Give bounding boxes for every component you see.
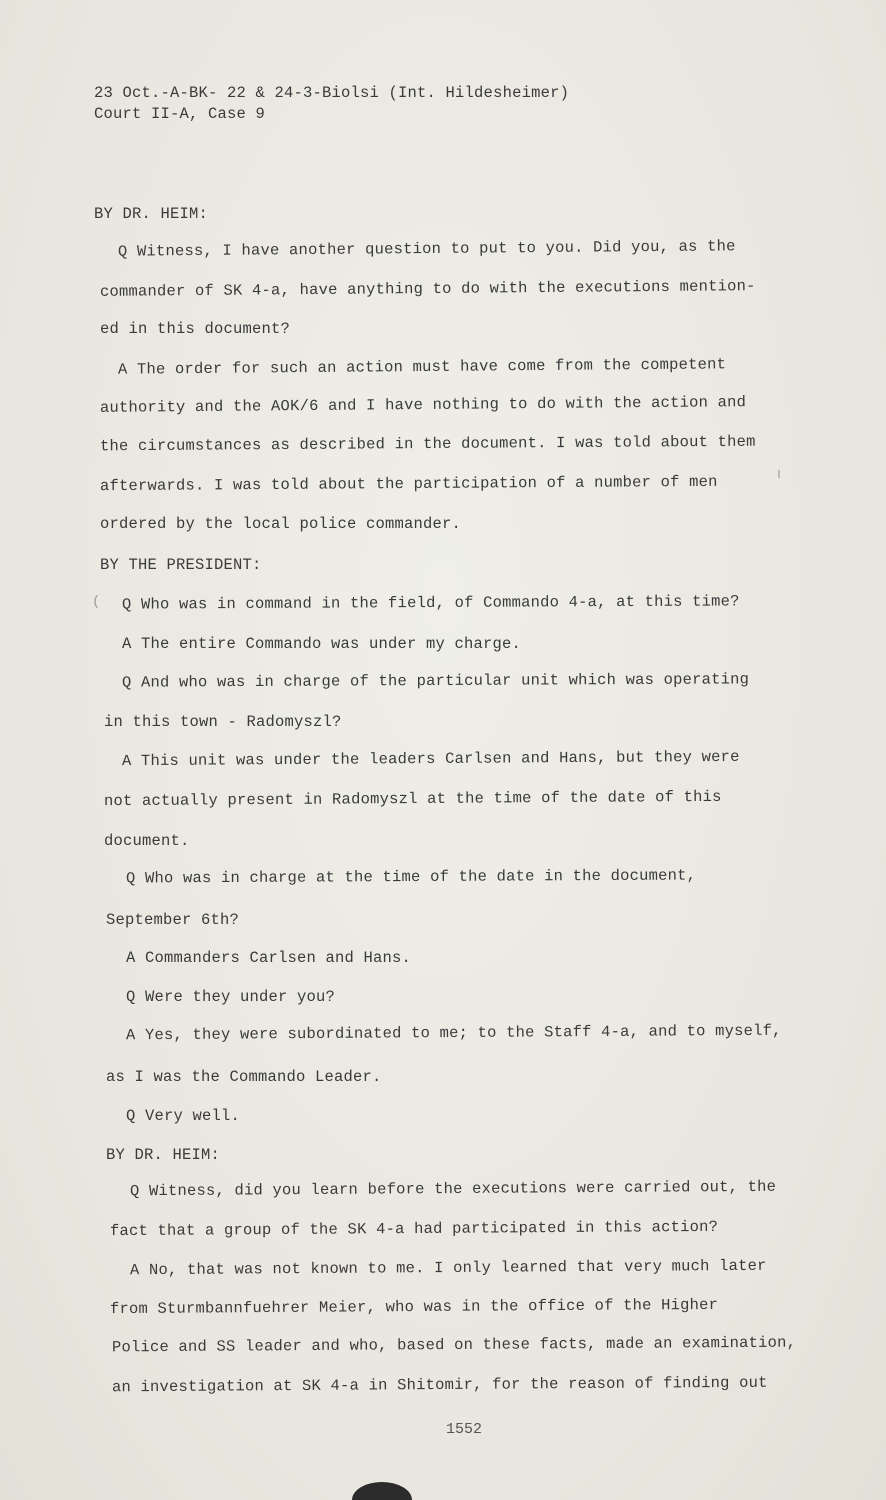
- answer-line: authority and the AOK/6 and I have nothing to do with the action and: [99, 393, 747, 417]
- speaker-heading: BY THE PRESIDENT:: [100, 556, 262, 574]
- question-line: Q Very well.: [126, 1107, 241, 1125]
- answer-line: A No, that was not known to me. I only learned that very much later: [129, 1256, 767, 1280]
- answer-line: as I was the Commando Leader.: [106, 1068, 382, 1086]
- question-line: Q Were they under you?: [126, 988, 336, 1006]
- answer-line: from Sturmbannfuehrer Meier, who was in the office of the Higher: [109, 1295, 719, 1319]
- header-line-1: 23 Oct.-A-BK- 22 & 24-3-Biolsi (Int. Hildesheimer): [94, 84, 570, 102]
- answer-line: A Yes, they were subordinated to me; to the Staff 4-a, and to myself,: [125, 1021, 782, 1045]
- speaker-heading: BY DR. HEIM:: [94, 205, 209, 223]
- question-line: Q And who was in charge of the particular unit which was operating: [121, 670, 750, 692]
- question-line: fact that a group of the SK 4-a had participated in this action?: [109, 1217, 719, 1241]
- question-line: ed in this document?: [100, 320, 291, 338]
- question-line: commander of SK 4-a, have anything to do with the executions mention-: [99, 277, 756, 301]
- answer-line: A This unit was under the leaders Carlsen and Hans, but they were: [121, 747, 740, 771]
- answer-line: an investigation at SK 4-a in Shitomir, for the reason of finding out: [111, 1373, 768, 1397]
- stray-mark: [778, 470, 780, 478]
- question-line: in this town - Radomyszl?: [104, 713, 342, 731]
- question-line: Q Witness, did you learn before the executions were carried out, the: [129, 1177, 777, 1201]
- page-number: 1552: [446, 1421, 483, 1438]
- answer-line: A Commanders Carlsen and Hans.: [126, 949, 412, 967]
- answer-line: A The entire Commando was under my charge.: [122, 635, 522, 653]
- speaker-heading: BY DR. HEIM:: [106, 1146, 221, 1164]
- scan-shadow: [352, 1482, 412, 1500]
- question-line: Q Witness, I have another question to put to you. Did you, as the: [117, 237, 736, 261]
- answer-line: Police and SS leader and who, based on these facts, made an examination,: [111, 1333, 797, 1357]
- answer-line: the circumstances as described in the document. I was told about them: [99, 432, 756, 456]
- header-line-2: Court II-A, Case 9: [94, 105, 266, 123]
- answer-line: ordered by the local police commander.: [100, 515, 462, 533]
- answer-line: afterwards. I was told about the participation of a number of men: [99, 472, 718, 496]
- answer-line: A The order for such an action must have come from the competent: [117, 355, 727, 379]
- question-line: Q Who was in charge at the time of the date in the document,: [125, 866, 697, 888]
- margin-mark: (: [92, 594, 101, 610]
- question-line: Q Who was in command in the field, of Commando 4-a, at this time?: [121, 592, 740, 614]
- question-line: September 6th?: [106, 911, 240, 929]
- answer-line: not actually present in Radomyszl at the time of the date of this: [103, 787, 722, 811]
- answer-line: document.: [104, 832, 190, 850]
